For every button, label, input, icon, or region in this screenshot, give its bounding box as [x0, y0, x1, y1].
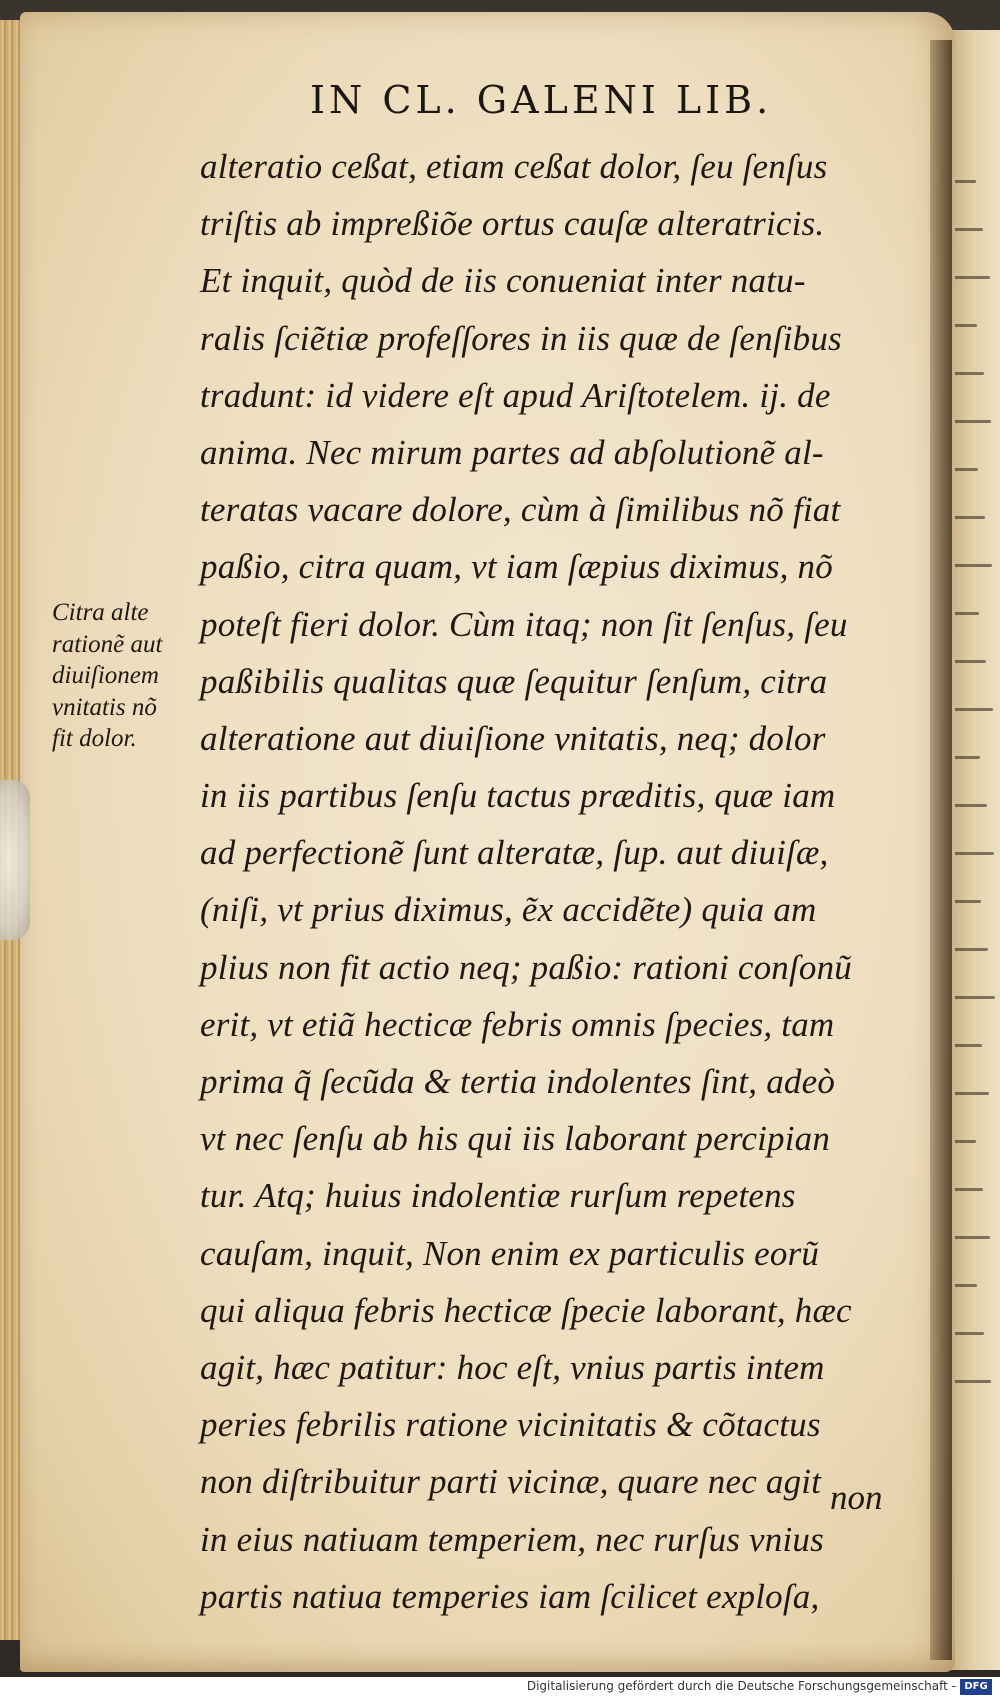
facing-page-text-glimpse — [954, 564, 992, 567]
text-line: teratas vacare dolore, cùm à ſimilibus nõ fiat — [200, 490, 841, 530]
text-line: ralis ſciẽtiæ profeſſores in iis quæ de ſenſibus — [200, 318, 842, 358]
text-line: non diſtribuitur parti vicinæ, quare nec agit — [200, 1462, 822, 1502]
margin-note-line: vnitatis nõ — [52, 693, 157, 721]
text-line: agit, hæc patitur: hoc eſt, vnius partis intem — [200, 1347, 825, 1387]
text-line: erit, vt etiã hecticæ febris omnis ſpecies, tam — [200, 1004, 835, 1044]
facing-page-text-glimpse — [954, 852, 994, 855]
facing-page-text-glimpse — [954, 1044, 982, 1047]
text-line: poteſt fieri dolor. Cùm itaq; non ſit ſenſus, ſeu — [200, 604, 848, 644]
text-line: paßio, citra quam, vt iam ſæpius diximus, nõ — [200, 547, 833, 587]
facing-page-text-glimpse — [954, 372, 984, 375]
facing-page-text-glimpse — [954, 1092, 989, 1095]
text-line: Et inquit, quòd de iis conueniat inter natu- — [200, 261, 806, 301]
facing-page-text-glimpse — [954, 516, 985, 519]
running-head: IN CL. GALENI LIB. — [310, 78, 773, 122]
facing-page-text-glimpse — [954, 324, 977, 327]
body-text — [200, 138, 920, 1625]
text-line: plius non fit actio neq; paßio: rationi conſonũ — [200, 947, 852, 987]
margin-note-line: Citra alte — [52, 599, 149, 626]
margin-note-line: diuiſionem — [52, 662, 159, 689]
text-line: prima q̃ ſecũda & tertia indolentes ſint, adeò — [200, 1062, 836, 1101]
text-line: (niſi, vt prius diximus, ẽx accidẽte) quia am — [200, 890, 817, 930]
gutter-shadow — [930, 40, 952, 1660]
text-line: triſtis ab impreßiõe ortus cauſæ alteratricis. — [200, 204, 825, 244]
facing-page-text-glimpse — [954, 1236, 990, 1239]
margin-note-line: fit dolor. — [52, 725, 137, 752]
text-line: ad perfectionẽ ſunt alteratæ, ſup. aut diuiſæ, — [200, 833, 829, 873]
text-line: alteratio ceßat, etiam ceßat dolor, ſeu ſenſus — [200, 147, 828, 186]
facing-page-text-glimpse — [954, 276, 990, 279]
facing-page-text-glimpse — [954, 180, 976, 183]
facing-page-text-glimpse — [954, 612, 979, 615]
facing-page-text-glimpse — [954, 228, 983, 231]
facing-page-text-glimpse — [954, 804, 987, 807]
catchword: non — [830, 1478, 883, 1517]
text-line: cauſam, inquit, Non enim ex particulis eorũ — [200, 1233, 820, 1273]
text-line: vt nec ſenſu ab his qui iis laborant percipian — [200, 1119, 831, 1159]
facing-page-text-glimpse — [954, 1140, 976, 1143]
facing-page-text-glimpse — [954, 756, 980, 759]
facing-page-text-glimpse — [954, 708, 993, 711]
facing-page-text-glimpse — [954, 1332, 984, 1335]
text-line: alteratione aut diuiſione vnitatis, neq; dolor — [200, 718, 826, 758]
facing-page-text-glimpse — [954, 1188, 983, 1191]
margin-note — [52, 597, 212, 755]
text-line: tradunt: id videre eſt apud Ariſtotelem. ij. de — [200, 375, 831, 415]
text-line: in iis partibus ſenſu tactus præditis, quæ iam — [200, 776, 836, 816]
text-line: in eius natiuam temperiem, nec rurſus vnius — [200, 1519, 824, 1559]
dfg-logo: DFG — [960, 1679, 992, 1695]
facing-page-text-glimpse — [954, 468, 978, 471]
page-clasp — [0, 780, 30, 940]
facing-page-text-glimpse — [954, 1380, 991, 1383]
text-line: tur. Atq; huius indolentiæ rurſum repetens — [200, 1176, 796, 1216]
text-line: partis natiua temperies iam ſcilicet exploſa, — [200, 1576, 820, 1616]
facing-page-text-glimpse — [954, 660, 986, 663]
text-line: anima. Nec mirum partes ad abſolutionẽ al- — [200, 432, 824, 472]
facing-page-text-glimpse — [954, 900, 981, 903]
text-line: paßibilis qualitas quæ ſequitur ſenſum, citra — [200, 661, 828, 701]
funding-credit: Digitalisierung gefördert durch die Deutsche Forschungsgemeinschaft - — [526, 1679, 956, 1693]
facing-page-text-glimpse — [954, 1284, 977, 1287]
text-line: qui aliqua febris hecticæ ſpecie laborant, hæc — [200, 1290, 852, 1330]
text-line: peries febrilis ratione vicinitatis & cõtactus — [200, 1405, 821, 1445]
facing-page-text-glimpse — [954, 948, 988, 951]
margin-note-line: rationẽ aut — [52, 630, 163, 658]
facing-page-text-glimpse — [954, 996, 995, 999]
facing-page-edge — [950, 30, 1000, 1670]
facing-page-text-glimpse — [954, 420, 991, 423]
